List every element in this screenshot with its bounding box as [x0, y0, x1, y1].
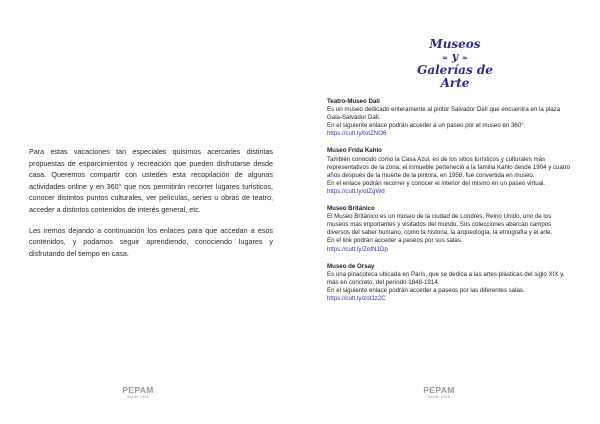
intro-paragraph-2: Les iremos dejando a continuación los enlaces para que accedan a esos contenidos, y podamos seguir aprendiendo, conociendo lugares y disfrutando del tiempo en casa.	[29, 225, 273, 258]
heading-deco-left: ≈	[442, 53, 448, 62]
pepam-logo-subtitle: desde 1996	[428, 395, 450, 399]
museum-instruction: En el siguiente enlace podrán acceder a un paseo por el museo en 360°.	[327, 122, 526, 130]
museum-list	[327, 98, 572, 312]
museum-instruction: En el siguiente enlace podrán acceder a paseos por las diferentes salas.	[327, 286, 525, 294]
museum-entry	[327, 147, 572, 196]
museum-link[interactable]: https://cutt.ly/totZNO6	[327, 130, 387, 138]
museum-name: Museo de Orsay	[327, 262, 375, 270]
pepam-logo-subtitle: desde 1996	[127, 395, 149, 399]
pepam-logo-left	[118, 386, 158, 400]
museum-entry	[327, 263, 572, 303]
museum-entry	[327, 98, 572, 138]
museum-link[interactable]: https://cutt.ly/ZotN1Dp	[327, 245, 388, 253]
museum-name: Museo Frida Kahlo	[327, 147, 382, 155]
museum-link[interactable]: https://cutt.ly/zot1z2C	[327, 294, 386, 302]
section-heading	[405, 38, 505, 90]
intro-text	[29, 146, 273, 268]
pepam-logo-text: PEPAM	[423, 385, 455, 395]
museum-description: También conocido como la Casa Azul, es de los sitios turísticos y culturales más representativos de la zona; el inmueble perteneció a la familia Kahlo desde 1904 y cuatro años después de la muerte de la pintora, en 1958, fue convertida en museo.	[327, 155, 571, 179]
museum-description: El Museo Británico es un museo de la ciudad de Londres, Reino Unido, uno de los museos más importantes y visitados del mundo. Sus colecciones abarcan campos diversos del saber humano, como la historia, la arqueología, la etnografía y el arte.	[327, 213, 553, 237]
museum-description: Es una pinacoteca ubicada en París, que se dedica a las artes plásticas del siglo XIX y, más en concreto, del período 1848-1914.	[327, 270, 565, 286]
museum-entry	[327, 205, 572, 254]
intro-paragraph-1: Para estas vacaciones tan especiales quisimos acercarles distintas propuestas de esparcimientos y recreación que pueden disfrutarse desde casa. Queremos compartir con ustedes esta recopilación de algunas actividades online y en 360° que nos permitirán recorrer lugares turísticos, conocer distintos puntos culturales, ver películas, series u obras de teatro, acceder a distintos contenidos de interés general, etc.	[29, 147, 273, 214]
museum-name: Museo Británico	[327, 205, 375, 213]
museum-instruction: En el link podrán acceder a paseos por sus salas.	[327, 237, 463, 245]
museum-link[interactable]: https://cutt.ly/otZgWd	[327, 187, 385, 195]
pepam-logo-right	[419, 386, 459, 400]
heading-line-2-text: y	[451, 50, 459, 63]
heading-line-3: Galerías de Arte	[417, 63, 493, 90]
heading-line-1: Museos	[429, 37, 481, 51]
heading-deco-right: ≈	[462, 53, 468, 62]
museum-instruction: En el enlace podrán recorrer y conocer el interior del mismo en un paseo virtual.	[327, 179, 546, 187]
pepam-logo-text: PEPAM	[122, 385, 154, 395]
museum-name: Teatro-Museo Dalí	[327, 98, 380, 105]
museum-description: Es un museo dedicado enteramente al pintor Salvador Dalí que encuentra en la plaza Gala-Salvador Dalí.	[327, 106, 561, 122]
